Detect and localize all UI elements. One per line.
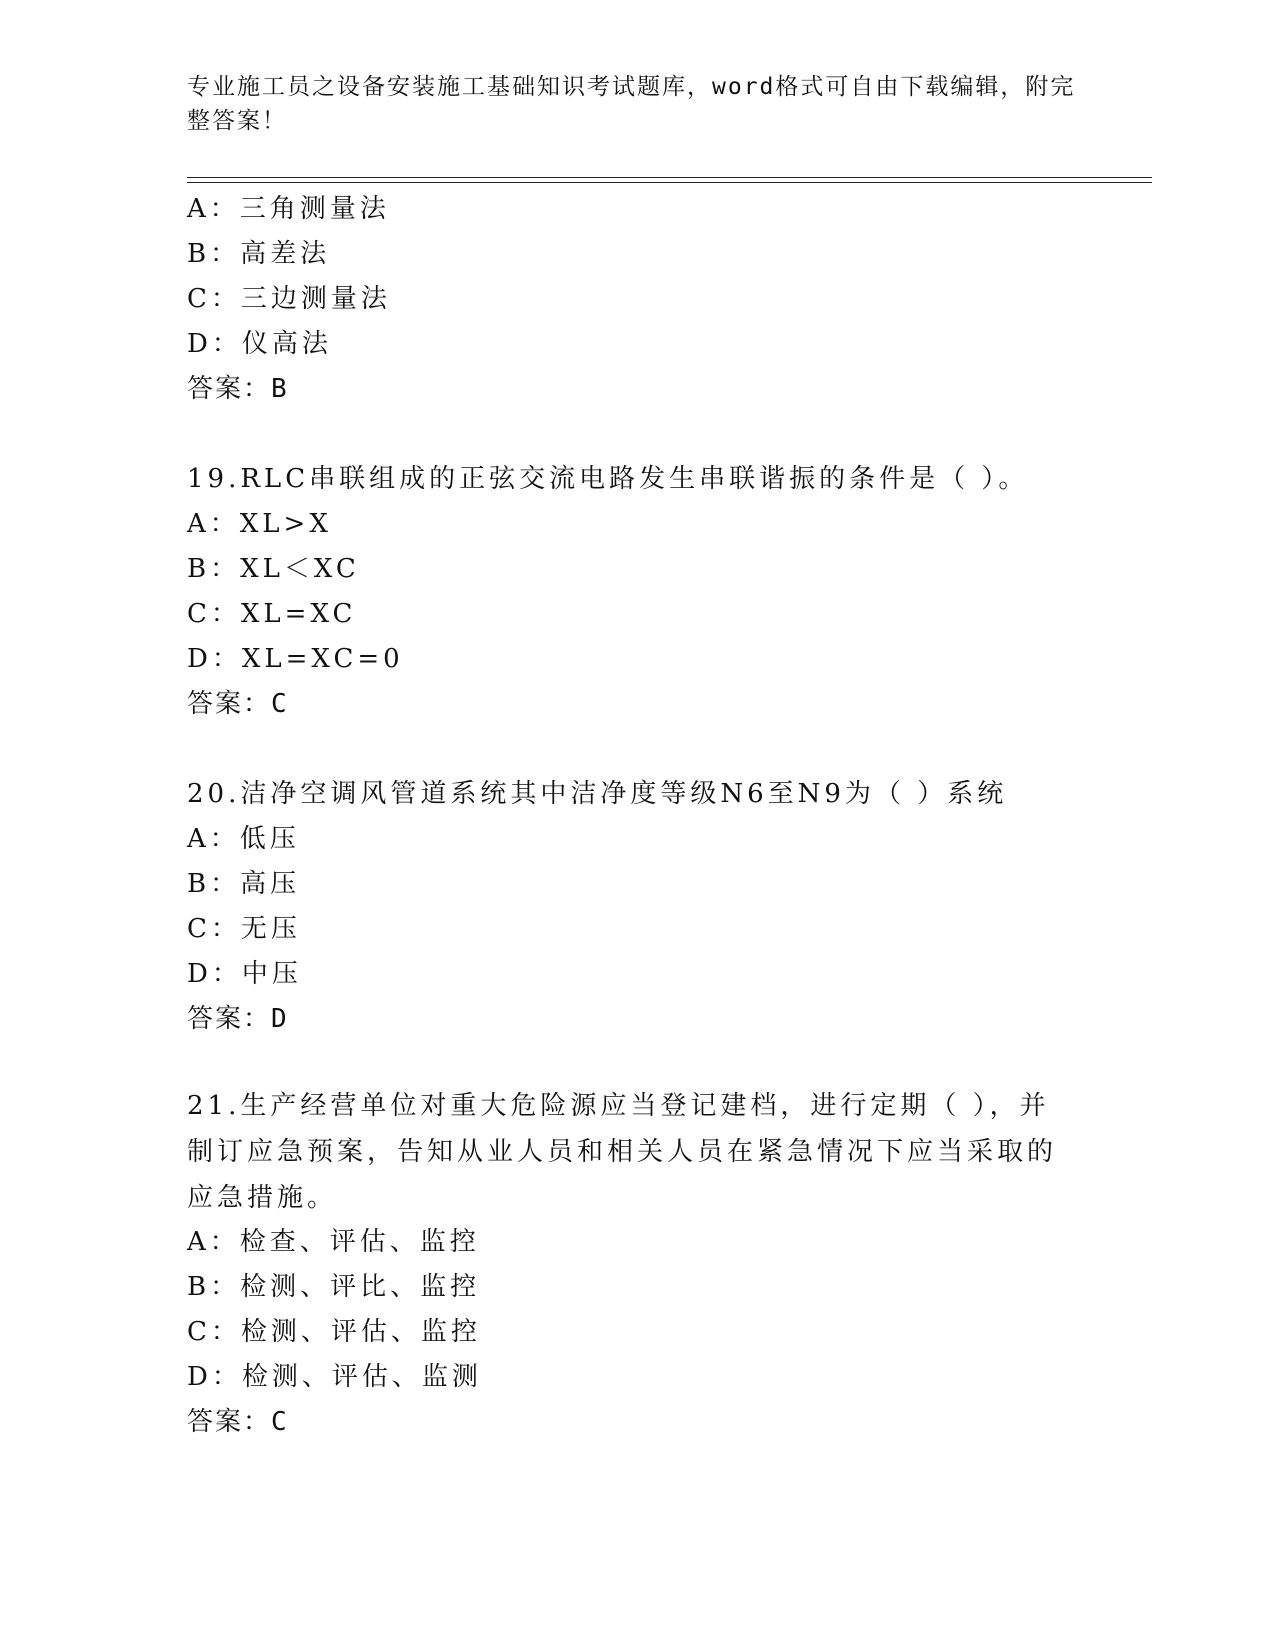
q19-option-c: C：XL=XC: [187, 599, 357, 629]
q21-answer: 答案：C: [187, 1407, 289, 1437]
q18-option-d: D：仪高法: [187, 329, 332, 359]
q21-question: 21.生产经营单位对重大危险源应当登记建档，进行定期（ ），并制订应急预案，告知从业人员和相关人员在紧急情况下应当采取的应急措施。: [187, 1091, 1058, 1213]
q20-option-b: B：高压: [187, 869, 301, 899]
q19-answer: 答案：C: [187, 689, 289, 719]
q19-option-d: D：XL=XC=0: [187, 644, 404, 674]
q18-option-c: C：三边测量法: [187, 284, 391, 314]
q20-option-d: D：中压: [187, 959, 302, 989]
q19-option-b: B：XL＜XC: [187, 554, 360, 584]
q20-answer: 答案：D: [187, 1004, 289, 1034]
q18-option-a: A：三角测量法: [187, 194, 390, 224]
q19-question: 19.RLC串联组成的正弦交流电路发生串联谐振的条件是（ ）。: [187, 464, 1029, 494]
document-header: 专业施工员之设备安装施工基础知识考试题库，word格式可自由下载编辑，附完整答案！: [187, 74, 1076, 134]
q21-option-a: A：检查、评估、监控: [187, 1227, 480, 1257]
q21-option-c: C：检测、评估、监控: [187, 1317, 481, 1347]
q18-option-b: B：高差法: [187, 239, 331, 269]
q20-question: 20.洁净空调风管道系统其中洁净度等级N6至N9为（ ）系统: [187, 779, 1008, 809]
header-divider-top: [187, 177, 1152, 178]
q20-option-a: A：低压: [187, 824, 300, 854]
q21-option-b: B：检测、评比、监控: [187, 1272, 481, 1302]
q18-answer: 答案：B: [187, 374, 289, 404]
q20-option-c: C：无压: [187, 914, 301, 944]
q21-option-d: D：检测、评估、监测: [187, 1362, 482, 1392]
q19-option-a: A：XL>X: [187, 509, 332, 539]
header-divider-bottom: [187, 182, 1152, 183]
